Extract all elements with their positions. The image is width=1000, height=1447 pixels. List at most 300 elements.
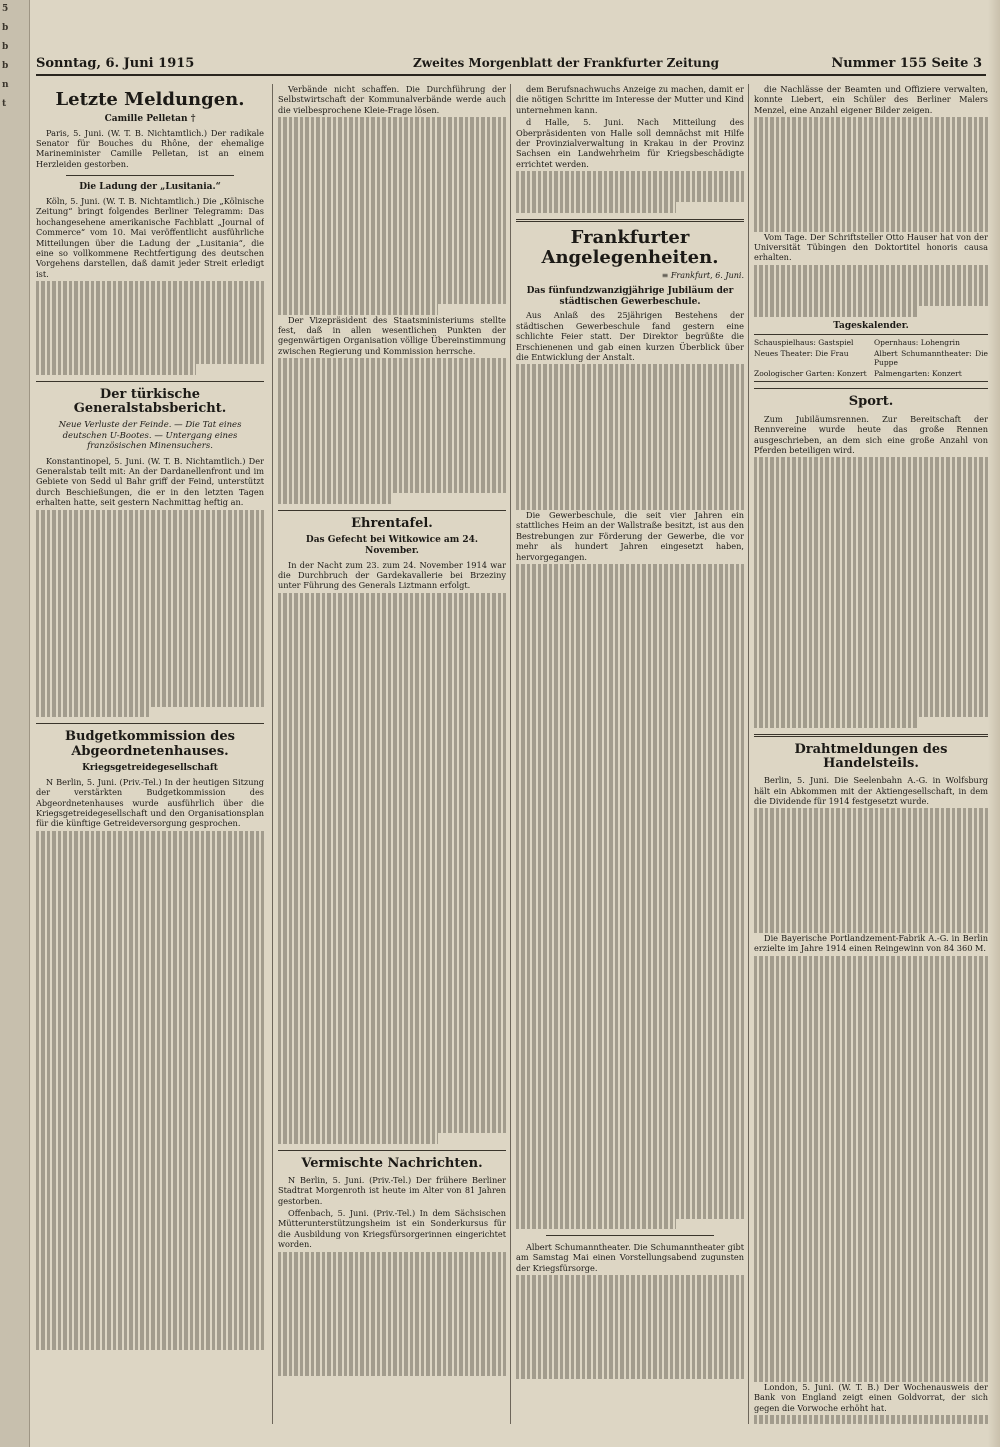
text-line bbox=[278, 697, 506, 707]
text-line bbox=[516, 1296, 744, 1306]
text-line bbox=[36, 1184, 264, 1194]
text-line bbox=[754, 840, 988, 850]
text-line bbox=[516, 741, 744, 751]
text-line bbox=[36, 551, 264, 561]
text-line bbox=[278, 441, 506, 451]
article-paragraph: dem Berufsnachwuchs Anzeige zu machen, damit er die nötigen Schritte im Interesse der Mutter und Kind unternehmen kann. bbox=[516, 84, 744, 115]
text-line bbox=[278, 221, 506, 231]
text-line bbox=[278, 811, 506, 821]
text-line bbox=[516, 928, 744, 938]
text-line bbox=[36, 1059, 264, 1069]
text-line bbox=[36, 354, 264, 364]
table-title: Tageskalender. bbox=[833, 320, 909, 331]
text-line bbox=[516, 500, 744, 510]
text-line bbox=[516, 1327, 744, 1337]
section-title-frankfurter: Frankfurter Angelegenheiten. bbox=[541, 226, 719, 268]
text-line bbox=[516, 1358, 744, 1368]
text-line bbox=[516, 1011, 744, 1021]
text-line bbox=[278, 894, 506, 904]
text-line bbox=[516, 1135, 744, 1145]
text-line bbox=[516, 751, 744, 761]
article-paragraph: Zum Jubiläumsrennen. Zur Bereitschaft der Rennvereine wurde heute das große Rennen ausgeschrieben, an dem sich eine große Anzahl von Pferden beteiligen wird. bbox=[754, 413, 988, 455]
text-line bbox=[516, 980, 744, 990]
text-line bbox=[278, 283, 506, 293]
text-line bbox=[278, 967, 506, 977]
text-line bbox=[36, 1195, 264, 1205]
text-line bbox=[278, 884, 506, 894]
text-line bbox=[36, 541, 264, 551]
text-line bbox=[36, 1257, 264, 1267]
text-line bbox=[754, 1081, 988, 1091]
text-line bbox=[516, 489, 744, 499]
text-line bbox=[754, 1268, 988, 1278]
text-line bbox=[36, 281, 264, 291]
text-line bbox=[516, 1348, 744, 1358]
text-line bbox=[754, 296, 988, 306]
text-line bbox=[36, 520, 264, 530]
calendar-table bbox=[754, 334, 988, 382]
text-line bbox=[278, 493, 392, 503]
gutter-line: b bbox=[2, 23, 9, 33]
text-line bbox=[278, 769, 506, 779]
text-line bbox=[516, 1286, 744, 1296]
text-line bbox=[278, 905, 506, 915]
text-line bbox=[754, 169, 988, 179]
text-line bbox=[278, 462, 506, 472]
text-line bbox=[754, 499, 988, 509]
column-4 bbox=[748, 84, 988, 1424]
text-line bbox=[754, 1361, 988, 1371]
text-line bbox=[516, 1306, 744, 1316]
text-line bbox=[36, 1319, 264, 1329]
text-line bbox=[278, 263, 506, 273]
text-line bbox=[516, 896, 744, 906]
text-line bbox=[278, 1252, 506, 1262]
text-line bbox=[516, 182, 744, 192]
calendar-cell: Schauspielhaus: Gastspiel bbox=[754, 338, 854, 348]
text-line bbox=[278, 1272, 506, 1282]
text-line bbox=[278, 1293, 506, 1303]
text-line bbox=[36, 1080, 264, 1090]
text-line bbox=[278, 707, 506, 717]
text-line bbox=[278, 400, 506, 410]
header-masthead: Zweites Morgenblatt der Frankfurter Zeitung bbox=[413, 56, 719, 70]
text-line bbox=[754, 1008, 988, 1018]
article-heading: Camille Pelletan † bbox=[104, 113, 196, 124]
text-line bbox=[278, 483, 506, 493]
text-line bbox=[36, 634, 264, 644]
text-line bbox=[36, 1236, 264, 1246]
text-line bbox=[754, 1216, 988, 1226]
article-subtitle: Neue Verluste der Feinde. — Die Tat eines deutschen U-Bootes. — Untergang eines französischen Minensuchers. bbox=[58, 420, 242, 452]
text-line bbox=[278, 624, 506, 634]
text-line bbox=[516, 437, 744, 447]
text-line bbox=[278, 676, 506, 686]
text-line bbox=[516, 886, 744, 896]
text-line bbox=[36, 831, 264, 841]
text-line bbox=[278, 200, 506, 210]
text-line bbox=[36, 966, 264, 976]
text-line bbox=[754, 211, 988, 221]
text-line bbox=[754, 1247, 988, 1257]
text-line bbox=[278, 655, 506, 665]
text-line bbox=[516, 824, 744, 834]
text-line bbox=[516, 1146, 744, 1156]
calendar-cell: Neues Theater: Die Frau bbox=[754, 348, 849, 358]
text-line bbox=[754, 1299, 988, 1309]
text-line bbox=[278, 832, 506, 842]
text-line bbox=[754, 1236, 988, 1246]
column-1 bbox=[36, 84, 264, 1424]
text-line bbox=[278, 1314, 506, 1324]
article-heading: Kriegsgetreidegesellschaft bbox=[82, 763, 218, 774]
divider bbox=[278, 510, 506, 511]
text-line bbox=[516, 458, 744, 468]
column-3 bbox=[510, 84, 744, 1424]
text-line bbox=[278, 159, 506, 169]
divider bbox=[516, 219, 744, 222]
text-line bbox=[36, 956, 264, 966]
text-line bbox=[278, 473, 506, 483]
text-line bbox=[36, 614, 264, 624]
text-line bbox=[516, 1275, 744, 1285]
text-line bbox=[278, 998, 506, 1008]
section-title-ehrentafel: Ehrentafel. bbox=[351, 515, 433, 531]
text-line bbox=[278, 645, 506, 655]
text-line bbox=[754, 850, 988, 860]
text-line bbox=[36, 987, 264, 997]
text-line bbox=[754, 200, 988, 210]
text-line bbox=[516, 1338, 744, 1348]
text-line bbox=[278, 686, 506, 696]
article-paragraph: Offenbach, 5. Juni. (Priv.-Tel.) In dem Sächsischen Mütterunterstützungsheim ist ein Sonderkursus für die Ausbildung von Kriegsfürsorgerinnen eingerichtet worden. bbox=[278, 1208, 506, 1250]
text-line bbox=[278, 1366, 506, 1376]
text-line bbox=[36, 686, 264, 696]
text-line bbox=[36, 1340, 264, 1350]
text-line bbox=[754, 117, 988, 127]
text-line bbox=[754, 1018, 988, 1028]
text-line bbox=[754, 1372, 988, 1382]
text-line bbox=[754, 987, 988, 997]
text-line bbox=[754, 190, 988, 200]
text-line bbox=[516, 761, 744, 771]
text-line bbox=[754, 551, 988, 561]
text-line bbox=[516, 990, 744, 1000]
text-line bbox=[278, 936, 506, 946]
text-line bbox=[36, 344, 264, 354]
text-line bbox=[278, 410, 506, 420]
divider bbox=[754, 388, 988, 389]
text-line bbox=[278, 749, 506, 759]
article-paragraph: London, 5. Juni. (W. T. B.) Der Wochenausweis der Bank von England zeigt einen Goldvorrat, der sich gegen die Vorwoche erhöht hat. bbox=[754, 1381, 988, 1413]
text-line bbox=[278, 853, 506, 863]
text-line bbox=[36, 676, 264, 686]
article-paragraph: Aus Anlaß des 25jährigen Bestehens der städtischen Gewerbeschule fand gestern eine schlichte Feier statt. Der Direktor begrüßte die Erschienenen und gab einen kurzen Überblick über die Entwicklung der Anstalt. bbox=[516, 310, 744, 363]
text-line bbox=[754, 1133, 988, 1143]
text-line bbox=[754, 717, 918, 727]
article-paragraph: Verbände nicht schaffen. Die Durchführung der Selbstwirtschaft der Kommunalverbände werde auch die vielbesprochene Kleie-Frage lösen. bbox=[278, 84, 506, 115]
text-line bbox=[754, 582, 988, 592]
text-line bbox=[754, 655, 988, 665]
text-line bbox=[754, 829, 988, 839]
text-line bbox=[278, 1029, 506, 1039]
text-line bbox=[516, 678, 744, 688]
text-line bbox=[754, 457, 988, 467]
text-line bbox=[516, 564, 744, 574]
text-line bbox=[36, 510, 264, 520]
text-line bbox=[516, 855, 744, 865]
text-line bbox=[516, 647, 744, 657]
text-line bbox=[36, 1008, 264, 1018]
text-line bbox=[516, 834, 744, 844]
text-line bbox=[754, 1174, 988, 1184]
text-line bbox=[278, 358, 506, 368]
article-paragraph: Berlin, 5. Juni. Die Seelenbahn A.-G. in Wolfsburg hält ein Abkommen mit der Aktiengesellschaft, in dem die Dividende für 1914 festgesetzt wurde. bbox=[754, 775, 988, 806]
article-paragraph: die Nachlässe der Beamten und Offiziere verwalten, konnte Liebert, ein Schüler des Berliner Malers Menzel, eine Anzahl eigener Bilder zeigen. bbox=[754, 84, 988, 115]
text-line bbox=[754, 1205, 988, 1215]
calendar-cell: Opernhaus: Lohengrin bbox=[874, 338, 960, 348]
text-line bbox=[278, 634, 506, 644]
text-line bbox=[754, 592, 988, 602]
text-line bbox=[516, 803, 744, 813]
text-line bbox=[36, 333, 264, 343]
text-line bbox=[516, 689, 744, 699]
text-line bbox=[36, 1153, 264, 1163]
text-line bbox=[754, 819, 988, 829]
text-line bbox=[278, 1060, 506, 1070]
gutter-line: b bbox=[2, 61, 9, 71]
text-line bbox=[278, 790, 506, 800]
section-title-handelsteil: Drahtmeldungen des Handelsteils. bbox=[794, 741, 948, 771]
text-line bbox=[36, 924, 264, 934]
text-line bbox=[36, 1111, 264, 1121]
text-line bbox=[516, 730, 744, 740]
text-line bbox=[278, 1123, 506, 1133]
text-line bbox=[36, 292, 264, 302]
gutter-line: n bbox=[2, 80, 9, 90]
text-line bbox=[754, 478, 988, 488]
text-line bbox=[278, 1133, 438, 1143]
text-line bbox=[754, 520, 988, 530]
text-line bbox=[754, 881, 988, 891]
text-line bbox=[754, 1340, 988, 1350]
text-line bbox=[516, 969, 744, 979]
text-line bbox=[516, 1177, 744, 1187]
text-line bbox=[36, 976, 264, 986]
text-line bbox=[754, 1288, 988, 1298]
calendar-cell: Palmengarten: Konzert bbox=[874, 368, 962, 378]
text-line bbox=[278, 389, 506, 399]
text-line bbox=[516, 202, 676, 212]
text-line bbox=[754, 1112, 988, 1122]
text-line bbox=[278, 128, 506, 138]
text-line bbox=[278, 977, 506, 987]
text-line bbox=[754, 159, 988, 169]
text-line bbox=[516, 616, 744, 626]
text-line bbox=[516, 709, 744, 719]
divider bbox=[278, 1150, 506, 1151]
text-line bbox=[278, 138, 506, 148]
text-line bbox=[278, 1324, 506, 1334]
text-line bbox=[36, 945, 264, 955]
text-line bbox=[516, 876, 744, 886]
article-paragraph: Vom Tage. Der Schriftsteller Otto Hauser hat von der Universität Tübingen den Doktortitel honoris causa erhalten. bbox=[754, 231, 988, 263]
text-line bbox=[278, 169, 506, 179]
dateline: ≡ Frankfurt, 6. Juni. bbox=[661, 271, 744, 281]
text-line bbox=[754, 1091, 988, 1101]
article-paragraph: N Berlin, 5. Juni. (Priv.-Tel.) Der frühere Berliner Stadtrat Morgenroth ist heute im Alter von 81 Jahren gestorben. bbox=[278, 1174, 506, 1206]
text-line bbox=[516, 699, 744, 709]
text-line bbox=[278, 1335, 506, 1345]
text-line bbox=[36, 1122, 264, 1132]
text-line bbox=[36, 1028, 264, 1038]
article-paragraph: Paris, 5. Juni. (W. T. B. Nichtamtlich.) Der radikale Senator für Bouches du Rhône, der ehemalige Marineminister Camille Pelletan, ist an einem Herzleiden gestorben. bbox=[36, 127, 264, 169]
text-line bbox=[278, 1008, 506, 1018]
text-line bbox=[516, 406, 744, 416]
text-line bbox=[754, 956, 988, 966]
text-line bbox=[278, 957, 506, 967]
text-line bbox=[516, 813, 744, 823]
text-line bbox=[516, 959, 744, 969]
text-line bbox=[754, 306, 918, 316]
divider bbox=[36, 723, 264, 724]
text-line bbox=[36, 1091, 264, 1101]
text-line bbox=[278, 431, 506, 441]
article-paragraph: Die Gewerbeschule, die seit vier Jahren ein stattliches Heim an der Wallstraße besitzt, ist aus den Bestrebungen zur Förderung der Gewerbe, die vor mehr als hundert Jahren eingesetzt haben, hervorgegangen. bbox=[516, 509, 744, 562]
text-line bbox=[278, 801, 506, 811]
text-line bbox=[754, 644, 988, 654]
article-paragraph: N Berlin, 5. Juni. (Priv.-Tel.) In der heutigen Sitzung der verstärkten Budgetkommission des Abgeordnetenhauses wurde ausführlich über die Kriegsgetreidegesellschaft und den Organisationsplan für die künftige Getreideversorgung gesprochen. bbox=[36, 776, 264, 829]
text-line bbox=[36, 603, 264, 613]
text-line bbox=[516, 948, 744, 958]
text-line bbox=[278, 211, 506, 221]
text-line bbox=[36, 645, 264, 655]
text-line bbox=[278, 1304, 506, 1314]
gutter-line: 5 bbox=[2, 4, 9, 14]
text-line bbox=[754, 561, 988, 571]
text-line bbox=[278, 294, 506, 304]
text-line bbox=[36, 1174, 264, 1184]
text-line bbox=[754, 1309, 988, 1319]
text-line bbox=[278, 863, 506, 873]
text-line bbox=[754, 1330, 988, 1340]
text-line bbox=[278, 593, 506, 603]
text-line bbox=[278, 666, 506, 676]
text-line bbox=[754, 686, 988, 696]
calendar-cell: Zoologischer Garten: Konzert bbox=[754, 368, 867, 378]
text-line bbox=[516, 793, 744, 803]
text-line bbox=[754, 1029, 988, 1039]
article-paragraph: Der Vizepräsident des Staatsministeriums stellte fest, daß in allen wesentlichen Punkten der gegenwärtigen Organisation völlige Übereinstimmung zwischen Regierung und Kommission herrsche. bbox=[278, 314, 506, 356]
text-line bbox=[516, 1156, 744, 1166]
text-line bbox=[36, 665, 264, 675]
text-line bbox=[516, 1032, 744, 1042]
text-line bbox=[278, 1345, 506, 1355]
text-line bbox=[754, 808, 988, 818]
text-line bbox=[754, 1320, 988, 1330]
section-title-generalstabsbericht: Der türkische Generalstabsbericht. bbox=[73, 386, 227, 417]
text-line bbox=[36, 707, 150, 717]
text-line bbox=[516, 396, 744, 406]
text-line bbox=[516, 1021, 744, 1031]
article-paragraph: Die Bayerische Portlandzement-Fabrik A.-G. in Berlin erzielte im Jahre 1914 einen Reingewinn von 84 360 M. bbox=[754, 933, 988, 954]
text-line bbox=[278, 1356, 506, 1366]
text-line bbox=[278, 452, 506, 462]
text-line bbox=[516, 468, 744, 478]
text-line bbox=[754, 265, 988, 275]
text-line bbox=[278, 1050, 506, 1060]
text-line bbox=[754, 138, 988, 148]
text-line bbox=[516, 657, 744, 667]
text-line bbox=[754, 676, 988, 686]
text-line bbox=[36, 1226, 264, 1236]
text-line bbox=[278, 148, 506, 158]
text-line bbox=[516, 416, 744, 426]
text-line bbox=[36, 914, 264, 924]
text-line bbox=[36, 1018, 264, 1028]
text-line bbox=[36, 530, 264, 540]
text-line bbox=[754, 603, 988, 613]
text-line bbox=[516, 574, 744, 584]
text-line bbox=[516, 595, 744, 605]
text-line bbox=[36, 1298, 264, 1308]
text-line bbox=[754, 1039, 988, 1049]
text-line bbox=[516, 1104, 744, 1114]
text-line bbox=[36, 624, 264, 634]
text-line bbox=[516, 1198, 744, 1208]
text-line bbox=[516, 1000, 744, 1010]
text-line bbox=[36, 1070, 264, 1080]
text-line bbox=[36, 582, 264, 592]
gutter-line: b bbox=[2, 42, 9, 52]
text-line bbox=[754, 1278, 988, 1288]
calendar-cell: Albert Schumanntheater: Die Puppe bbox=[874, 348, 988, 368]
text-line bbox=[754, 902, 988, 912]
text-line bbox=[516, 1073, 744, 1083]
text-line bbox=[36, 841, 264, 851]
text-line bbox=[516, 637, 744, 647]
text-line bbox=[516, 844, 744, 854]
text-line bbox=[754, 1122, 988, 1132]
text-line bbox=[516, 1219, 676, 1229]
adjacent-page-gutter bbox=[0, 0, 30, 1447]
text-line bbox=[36, 697, 264, 707]
text-line bbox=[36, 1101, 264, 1111]
column-2 bbox=[272, 84, 506, 1424]
text-line bbox=[36, 1246, 264, 1256]
text-line bbox=[516, 585, 744, 595]
text-line bbox=[278, 1071, 506, 1081]
header-date: Sonntag, 6. Juni 1915 bbox=[36, 56, 195, 71]
article-paragraph: d Halle, 5. Juni. Nach Mitteilung des Oberpräsidenten von Halle soll demnächst mit Hilfe der Provinzialverwaltung in Krakau in der Provinz Sachsen ein Landwehrheim für Kriegsbeschädigte errichtet werden. bbox=[516, 117, 744, 169]
text-line bbox=[278, 873, 506, 883]
text-line bbox=[516, 1094, 744, 1104]
article-paragraph: In der Nacht zum 23. zum 24. November 1914 war die Durchbruch der Gardekavallerie bei Brzeziny unter Führung des Generals Liztmann erfolgt. bbox=[278, 559, 506, 591]
text-line bbox=[754, 912, 988, 922]
text-line bbox=[754, 148, 988, 158]
header-issue: Nummer 155 Seite 3 bbox=[831, 56, 982, 71]
text-line bbox=[278, 1019, 506, 1029]
text-line bbox=[516, 1125, 744, 1135]
text-line bbox=[278, 1262, 506, 1272]
text-line bbox=[516, 448, 744, 458]
article-paragraph: Konstantinopel, 5. Juni. (W. T. B. Nichtamtlich.) Der Generalstab teilt mit: An der Dardanellenfront und im Gebiete von Sedd ul Bahr griff der Feind, unterstützt durch Beschießungen, die er in den letzten Tagen erhalten hatte, seit gestern Nachmittag heftig an. bbox=[36, 455, 264, 508]
article-paragraph: Köln, 5. Juni. (W. T. B. Nichtamtlich.) Die „Kölnische Zeitung“ bringt folgendes Berliner Telegramm: Das hochangesehene amerikanische Fachblatt „Journal of Commerce“ vom 10. Mai veröffentlicht ausführliche Mitteilungen über die Ladung der „Lusitania“, die eine so vollkommene Rechtfertigung des deutschen Vorgehens darstellen, daß damit jeder Streit erledigt ist. bbox=[36, 196, 264, 279]
divider bbox=[546, 1235, 714, 1236]
text-line bbox=[754, 1184, 988, 1194]
text-line bbox=[36, 1049, 264, 1059]
text-line bbox=[754, 489, 988, 499]
